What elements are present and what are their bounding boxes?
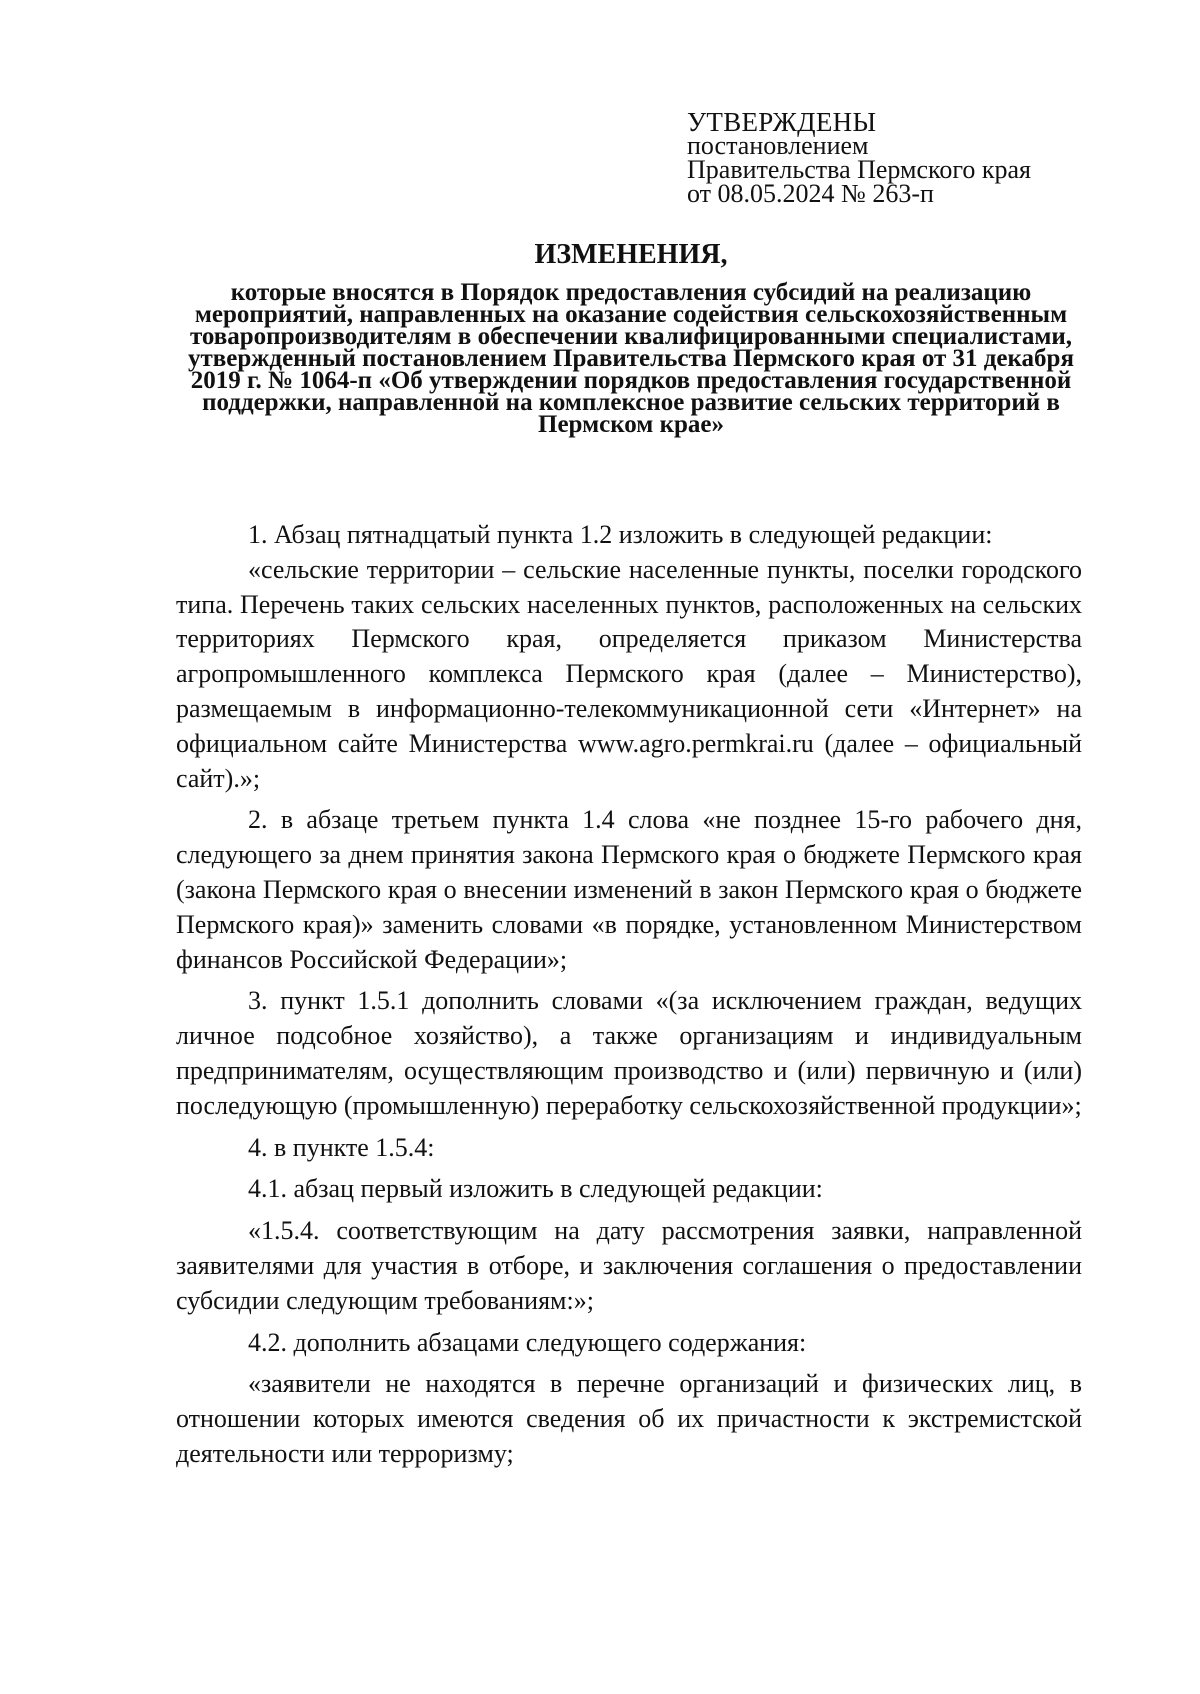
paragraph-4-2: 4.2. дополнить абзацами следующего содержания:: [248, 1327, 807, 1357]
paragraph-1-quote: «сельские территории – сельские населенные пункты, поселки городского типа. Перечень таких сельских населенных пунктов, расположенных на сельских территориях Пермского края, определяется приказом Министерства агропромышленного комплекса Пермского края (далее – Министерство), размещаемым в информационно-телекоммуникационной сети «Интернет» на официальном сайте Министерства www.agro.permkrai.ru (далее – официальный сайт).»;: [176, 554, 1082, 793]
approval-line-date-number: от 08.05.2024 № 263-п: [687, 179, 934, 208]
approval-heading: УТВЕРЖДЕНЫ: [687, 107, 877, 137]
paragraph-4-2-quote: «заявители не находятся в перечне организаций и физических лиц, в отношении которых имеются сведения об их причастности к экстремистской деятельности или терроризму;: [176, 1369, 1082, 1468]
paragraph-3: 3. пункт 1.5.1 дополнить словами «(за исключением граждан, ведущих личное подсобное хозяйство), а также организациям и индивидуальным предпринимателям, осуществляющим производство и (или) первичную и (или) последующую (промышленную) переработку сельскохозяйственной продукции»;: [176, 986, 1082, 1120]
paragraph-4-1: 4.1. абзац первый изложить в следующей редакции:: [248, 1174, 823, 1204]
approval-line-government: Правительства Пермского края: [687, 155, 1031, 184]
approval-stamp-block: [687, 107, 1031, 208]
paragraph-4-1-quote: «1.5.4. соответствующим на дату рассмотрения заявки, направленной заявителями для участия в отборе, и заключения соглашения о предоставлении субсидии следующим требованиям:»;: [176, 1216, 1082, 1315]
paragraph-1: 1. Абзац пятнадцатый пункта 1.2 изложить в следующей редакции:: [248, 520, 993, 549]
document-body: [176, 518, 1082, 1472]
paragraph-4: 4. в пункте 1.5.4:: [248, 1132, 435, 1162]
document-title: ИЗМЕНЕНИЯ,: [534, 239, 728, 270]
approval-line-decree: постановлением: [687, 131, 869, 160]
paragraph-2: 2. в абзаце третьем пункта 1.4 слова «не позднее 15-го рабочего дня, следующего за днем принятия закона Пермского края о бюджете Пермского края (закона Пермского края о внесении изменений в закон Пермского края о бюджете Пермского края)» заменить словами «в порядке, установленном Министерством финансов Российской Федерации»;: [176, 805, 1082, 974]
document-subtitle: которые вносятся в Порядок предоставления субсидий на реализацию мероприятий, направленных на оказание содействия сельскохозяйственным товаропроизводителям в обеспечении квалифицированными специалистами, утвержденный постановлением Правительства Пермского края от 31 декабря 2019 г. № 1064-п «Об утверждении порядков предоставления государственной поддержки, направленной на комплексное развитие сельских территорий в Пермском крае»: [188, 279, 1074, 438]
